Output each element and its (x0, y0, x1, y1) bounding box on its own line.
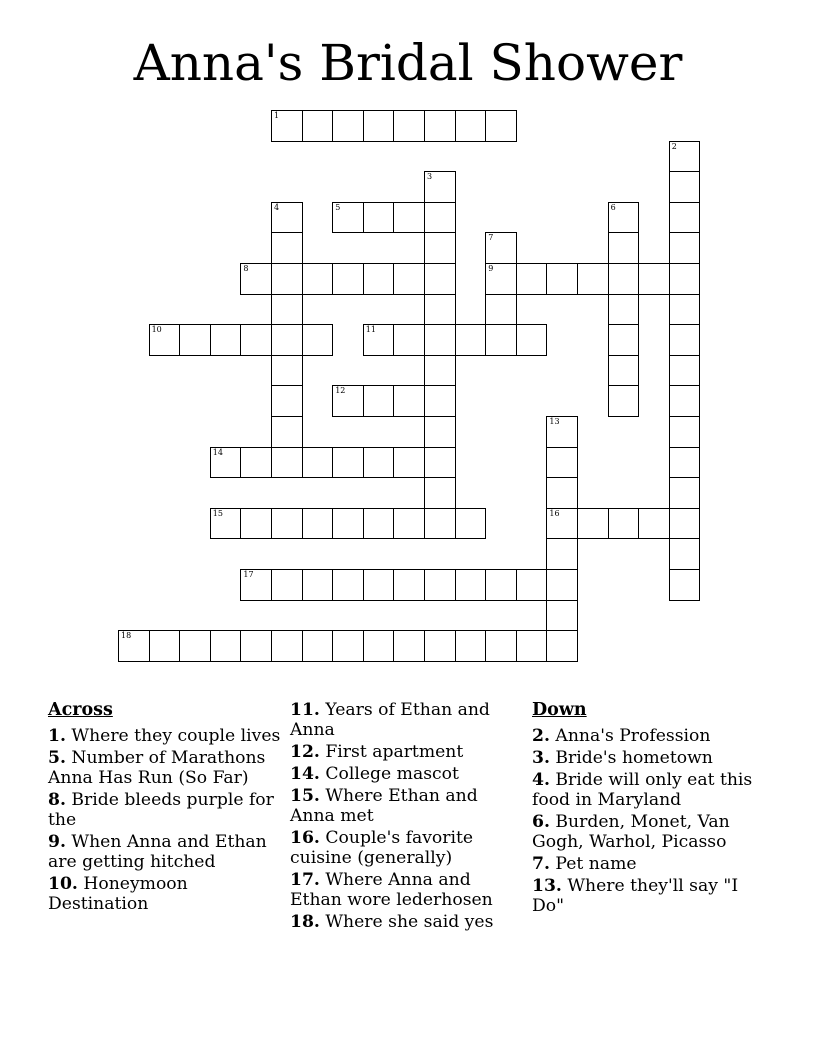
grid-cell[interactable] (363, 630, 395, 662)
grid-cell[interactable] (546, 263, 578, 295)
grid-cell[interactable] (332, 508, 364, 540)
clue-number-label: 4. (532, 770, 550, 790)
grid-cell[interactable] (393, 630, 425, 662)
grid-cell[interactable] (669, 232, 701, 264)
grid-cell[interactable] (608, 232, 640, 264)
clue-number-label: 1. (48, 726, 66, 746)
clue-number-label: 14. (290, 764, 320, 784)
clue-number: 18 (121, 631, 132, 641)
clue-number-label: 10. (48, 874, 78, 894)
clue-text: Where Anna and Ethan wore lederhosen (290, 870, 493, 910)
across-heading: Across (48, 700, 113, 720)
grid-cell[interactable] (577, 508, 609, 540)
grid-cell[interactable] (669, 508, 701, 540)
clue-text: First apartment (319, 742, 464, 762)
grid-cell[interactable] (455, 110, 487, 142)
grid-cell[interactable] (608, 263, 640, 295)
clues-column-1 (48, 700, 284, 916)
clue-number: 11 (365, 325, 376, 335)
grid-cell[interactable] (393, 508, 425, 540)
clue-text: Bride bleeds purple for the (48, 790, 274, 830)
across-clue (290, 912, 526, 932)
grid-cell[interactable] (179, 324, 211, 356)
clue-number: 10 (151, 325, 162, 335)
grid-cell[interactable] (393, 447, 425, 479)
grid-cell[interactable] (638, 263, 670, 295)
grid-cell[interactable] (424, 355, 456, 387)
grid-cell[interactable] (424, 477, 456, 509)
clue-number-label: 15. (290, 786, 320, 806)
clue-number-label: 5. (48, 748, 66, 768)
grid-cell[interactable] (332, 630, 364, 662)
grid-cell[interactable] (608, 324, 640, 356)
down-clue (532, 748, 768, 768)
clue-number: 13 (549, 417, 560, 426)
grid-cell[interactable] (363, 508, 395, 540)
clues-column-3 (532, 700, 768, 918)
clue-text: Where they couple lives (65, 726, 281, 746)
grid-cell[interactable] (363, 263, 395, 295)
grid-cell[interactable] (271, 416, 303, 448)
grid-cell[interactable] (485, 110, 517, 142)
grid-cell[interactable] (363, 324, 395, 356)
across-clue (48, 790, 284, 830)
clue-text: Bride will only eat this food in Maryland (532, 770, 753, 810)
grid-cell[interactable] (271, 630, 303, 662)
grid-cell[interactable] (271, 324, 303, 356)
grid-cell[interactable] (669, 141, 701, 173)
clue-number: 7 (488, 233, 494, 243)
grid-cell[interactable] (302, 569, 334, 601)
grid-cell[interactable] (424, 232, 456, 264)
grid-cell[interactable] (332, 263, 364, 295)
down-clue (532, 812, 768, 852)
grid-cell[interactable] (424, 416, 456, 448)
across-clue (290, 870, 526, 910)
grid-cell[interactable] (424, 171, 456, 203)
clue-text: Burden, Monet, Van Gogh, Warhol, Picasso (532, 812, 730, 852)
across-clue (290, 786, 526, 826)
grid-cell[interactable] (302, 324, 334, 356)
clue-number-label: 12. (290, 742, 320, 762)
clue-text: Number of Marathons Anna Has Run (So Far) (48, 748, 266, 788)
grid-cell[interactable] (485, 232, 517, 264)
clue-number-label: 18. (290, 912, 320, 932)
grid-cell[interactable] (424, 569, 456, 601)
grid-cell[interactable] (271, 508, 303, 540)
clue-text: Pet name (549, 854, 637, 874)
page-title: Anna's Bridal Shower (133, 34, 683, 92)
clue-number-label: 16. (290, 828, 320, 848)
grid-cell[interactable] (363, 385, 395, 417)
grid-cell[interactable] (669, 171, 701, 203)
grid-cell[interactable] (424, 508, 456, 540)
grid-cell[interactable] (669, 385, 701, 417)
grid-cell[interactable] (608, 294, 640, 326)
across-clue (48, 874, 284, 914)
clue-number: 1 (274, 111, 280, 120)
grid-cell[interactable] (271, 569, 303, 601)
grid-cell[interactable] (271, 447, 303, 479)
grid-cell[interactable] (210, 630, 242, 662)
grid-cell[interactable] (118, 630, 150, 662)
down-clue (532, 876, 768, 916)
grid-cell[interactable] (302, 508, 334, 540)
clue-text: Where Ethan and Anna met (290, 786, 478, 826)
grid-cell[interactable] (424, 110, 456, 142)
grid-cell[interactable] (669, 324, 701, 356)
grid-cell[interactable] (271, 263, 303, 295)
grid-cell[interactable] (210, 324, 242, 356)
clue-number: 9 (488, 264, 494, 273)
clue-number: 17 (243, 570, 254, 579)
grid-cell[interactable] (271, 355, 303, 387)
clue-number-label: 17. (290, 870, 320, 890)
down-heading: Down (532, 700, 587, 720)
grid-cell[interactable] (455, 569, 487, 601)
grid-cell[interactable] (608, 385, 640, 417)
grid-cell[interactable] (424, 447, 456, 479)
grid-cell[interactable] (424, 385, 456, 417)
clue-text: Couple's favorite cuisine (generally) (290, 828, 474, 868)
clue-text: Honeymoon Destination (48, 874, 188, 914)
grid-cell[interactable] (577, 263, 609, 295)
grid-cell[interactable] (240, 630, 272, 662)
clue-text: Anna's Profession (549, 726, 711, 746)
grid-cell[interactable] (608, 355, 640, 387)
clue-text: Where they'll say "I Do" (532, 876, 739, 916)
grid-cell[interactable] (485, 569, 517, 601)
grid-cell[interactable] (240, 263, 272, 295)
across-clue (290, 764, 526, 784)
grid-cell[interactable] (302, 447, 334, 479)
clue-text: When Anna and Ethan are getting hitched (48, 832, 267, 872)
grid-cell[interactable] (363, 110, 395, 142)
grid-cell[interactable] (485, 263, 517, 295)
grid-cell[interactable] (363, 202, 395, 234)
grid-cell[interactable] (546, 600, 578, 632)
grid-cell[interactable] (669, 447, 701, 479)
grid-cell[interactable] (485, 324, 517, 356)
across-clue (48, 832, 284, 872)
grid-cell[interactable] (546, 630, 578, 662)
grid-cell[interactable] (363, 447, 395, 479)
grid-cell[interactable] (546, 508, 578, 540)
clue-number: 16 (549, 508, 560, 518)
clue-text: Where she said yes (319, 912, 494, 932)
grid-cell[interactable] (608, 508, 640, 540)
grid-cell[interactable] (669, 294, 701, 326)
grid-cell[interactable] (516, 569, 548, 601)
clue-number-label: 9. (48, 832, 66, 852)
grid-cell[interactable] (669, 477, 701, 509)
grid-cell[interactable] (516, 630, 548, 662)
grid-cell[interactable] (455, 324, 487, 356)
across-clue (290, 742, 526, 762)
grid-cell[interactable] (546, 416, 578, 448)
grid-cell[interactable] (424, 263, 456, 295)
clue-number: 14 (212, 447, 223, 457)
grid-cell[interactable] (332, 202, 364, 234)
grid-cell[interactable] (271, 110, 303, 142)
down-clue (532, 726, 768, 746)
grid-cell[interactable] (546, 477, 578, 509)
down-clue (532, 854, 768, 874)
clue-number-label: 2. (532, 726, 550, 746)
grid-cell[interactable] (302, 630, 334, 662)
grid-cell[interactable] (546, 538, 578, 570)
across-clue (48, 748, 284, 788)
grid-cell[interactable] (516, 324, 548, 356)
grid-cell[interactable] (393, 110, 425, 142)
clue-number-label: 13. (532, 876, 562, 896)
grid-cell[interactable] (149, 324, 181, 356)
clue-number-label: 7. (532, 854, 550, 874)
across-clue (48, 726, 284, 746)
grid-cell[interactable] (393, 385, 425, 417)
grid-cell[interactable] (302, 263, 334, 295)
grid-cell[interactable] (485, 294, 517, 326)
grid-cell[interactable] (240, 508, 272, 540)
grid-cell[interactable] (332, 110, 364, 142)
grid-cell[interactable] (608, 202, 640, 234)
grid-cell[interactable] (271, 385, 303, 417)
grid-cell[interactable] (516, 263, 548, 295)
grid-cell[interactable] (424, 324, 456, 356)
grid-cell[interactable] (546, 447, 578, 479)
clue-number: 8 (243, 264, 249, 273)
grid-cell[interactable] (271, 232, 303, 264)
clue-number: 3 (427, 172, 433, 182)
grid-cell[interactable] (271, 202, 303, 234)
clue-number-label: 6. (532, 812, 550, 832)
grid-cell[interactable] (455, 630, 487, 662)
across-clue (290, 700, 526, 740)
grid-cell[interactable] (455, 508, 487, 540)
grid-cell[interactable] (210, 508, 242, 540)
clue-text: College mascot (319, 764, 459, 784)
grid-cell[interactable] (424, 630, 456, 662)
grid-cell[interactable] (393, 202, 425, 234)
grid-cell[interactable] (546, 569, 578, 601)
clue-text: Years of Ethan and Anna (290, 700, 490, 740)
grid-cell[interactable] (669, 355, 701, 387)
grid-cell[interactable] (363, 569, 395, 601)
grid-cell[interactable] (424, 294, 456, 326)
clue-number: 15 (212, 508, 223, 518)
grid-cell[interactable] (271, 294, 303, 326)
grid-cell[interactable] (485, 630, 517, 662)
grid-cell[interactable] (210, 447, 242, 479)
clue-number-label: 11. (290, 700, 320, 720)
grid-cell[interactable] (179, 630, 211, 662)
grid-cell[interactable] (393, 324, 425, 356)
clue-text: Bride's hometown (549, 748, 713, 768)
clues-column-2 (290, 700, 526, 934)
grid-cell[interactable] (669, 569, 701, 601)
across-clue (290, 828, 526, 868)
grid-cell[interactable] (669, 538, 701, 570)
clue-number-label: 3. (532, 748, 550, 768)
grid-cell[interactable] (302, 110, 334, 142)
grid-cell[interactable] (393, 263, 425, 295)
clue-number: 2 (671, 141, 677, 151)
clue-number: 5 (335, 202, 341, 212)
grid-cell[interactable] (240, 569, 272, 601)
down-clue (532, 770, 768, 810)
grid-cell[interactable] (424, 202, 456, 234)
clue-number: 6 (610, 202, 616, 212)
clue-number: 12 (335, 386, 346, 396)
clue-number-label: 8. (48, 790, 66, 810)
grid-cell[interactable] (149, 630, 181, 662)
grid-cell[interactable] (332, 385, 364, 417)
grid-cell[interactable] (669, 416, 701, 448)
grid-cell[interactable] (638, 508, 670, 540)
grid-cell[interactable] (332, 447, 364, 479)
clue-number: 4 (274, 202, 280, 212)
grid-cell[interactable] (240, 447, 272, 479)
grid-cell[interactable] (669, 263, 701, 295)
grid-cell[interactable] (240, 324, 272, 356)
grid-cell[interactable] (332, 569, 364, 601)
grid-cell[interactable] (669, 202, 701, 234)
grid-cell[interactable] (393, 569, 425, 601)
